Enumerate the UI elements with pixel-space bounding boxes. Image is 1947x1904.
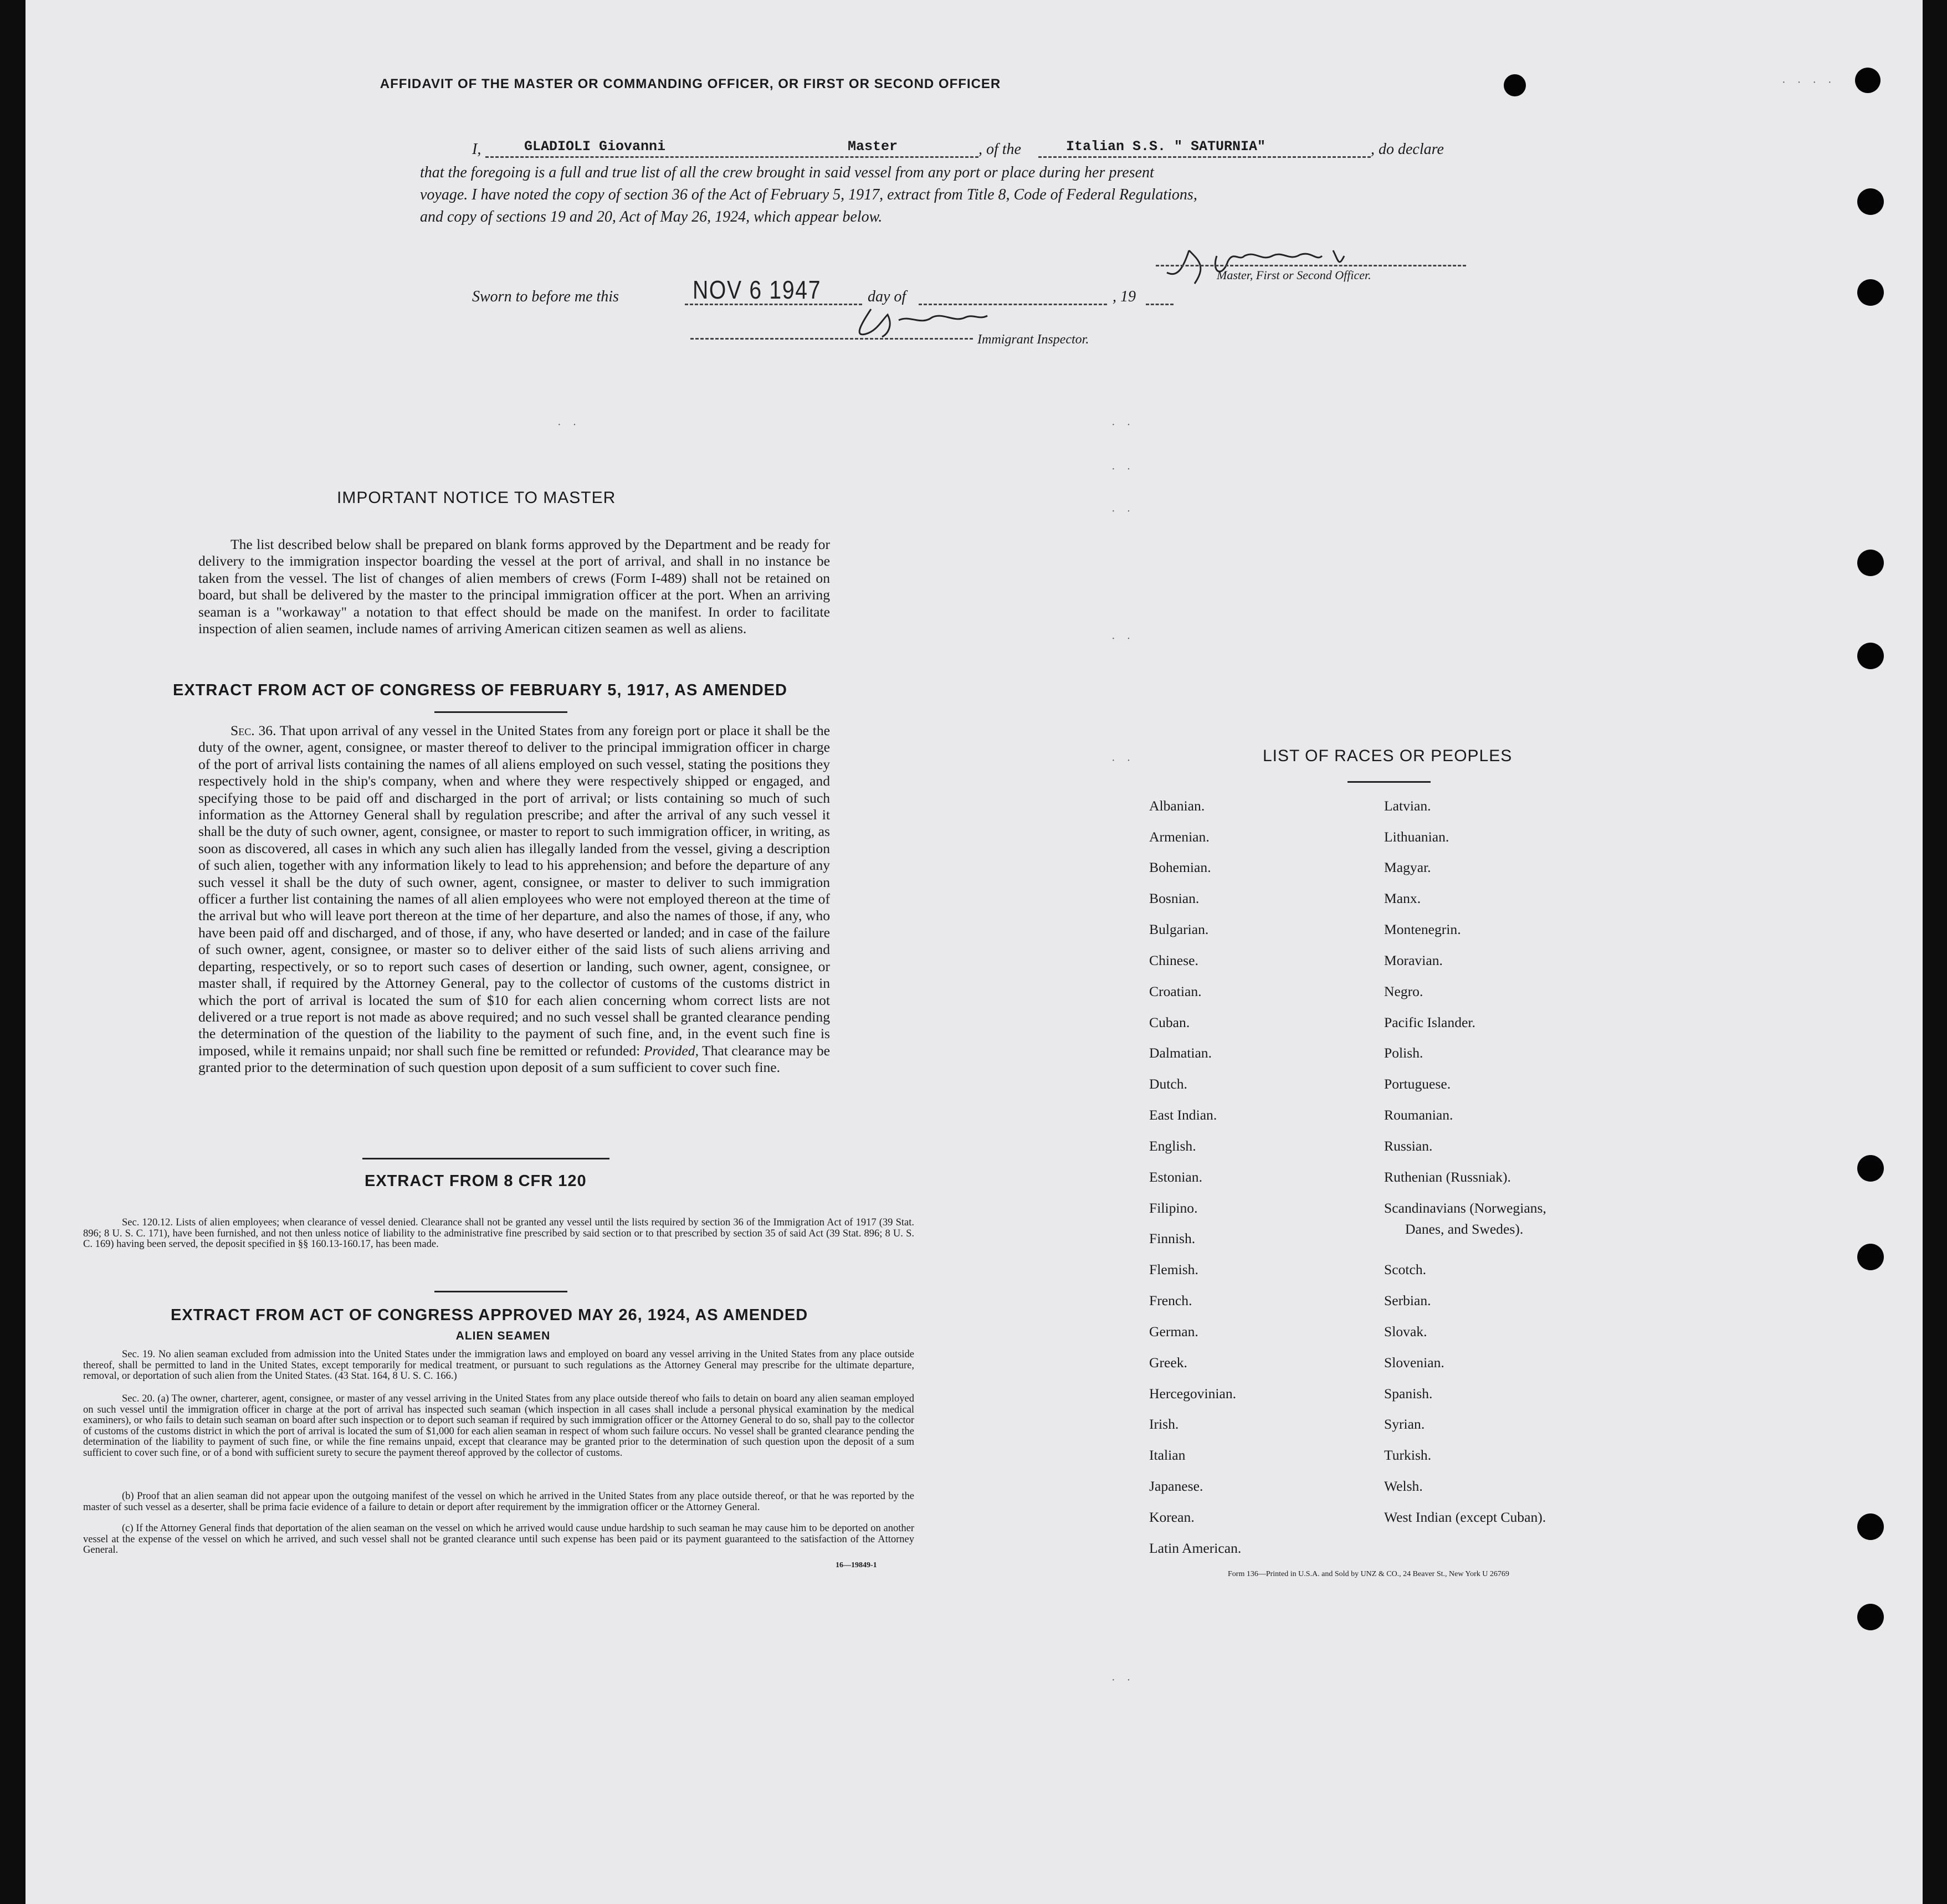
- race-item: Dutch.: [1149, 1076, 1187, 1092]
- print-code: 16—19849-1: [836, 1561, 877, 1569]
- race-item: Croatian.: [1149, 983, 1202, 999]
- race-item: Chinese.: [1149, 952, 1198, 968]
- race-item: Russian.: [1384, 1138, 1433, 1154]
- divider: [362, 1158, 609, 1159]
- punch-hole: [1857, 1604, 1884, 1630]
- notice-body: The list described below shall be prepared on blank forms approved by the Department and be ready for delivery to the immigration inspector boarding the vessel at the port of arrival, and shall in no instance be taken from the vessel. The list of changes of alien members of crews (Form I-489) shall not be retained on board, but shall be delivered by the master to the principal immigration officer at the port. When an arriving seaman is a "workaway" a notation to that effect should be made on the manifest. In order to facilitate inspection of alien seamen, include names of arriving American citizen seamen as well as aliens.: [198, 536, 830, 637]
- race-item: Moravian.: [1384, 952, 1443, 968]
- race-item: Greek.: [1149, 1354, 1187, 1371]
- master-rank: Master: [848, 138, 898, 155]
- extract-1917-title: EXTRACT FROM ACT OF CONGRESS OF FEBRUARY 5, 1917, AS AMENDED: [173, 681, 787, 699]
- race-item: Ruthenian (Russniak).: [1384, 1169, 1511, 1185]
- officer-caption: Master, First or Second Officer.: [1217, 268, 1371, 282]
- race-item: Roumanian.: [1384, 1107, 1453, 1123]
- vessel-line: [1038, 156, 1371, 158]
- affidavit-title: AFFIDAVIT OF THE MASTER OR COMMANDING OFFICER, OR FIRST OR SECOND OFFICER: [380, 76, 1001, 91]
- divider: [434, 711, 567, 713]
- race-item: Lithuanian.: [1384, 829, 1449, 845]
- affidavit-line-3: voyage. I have noted the copy of section 36 of the Act of February 5, 1917, extract from Title 8, Code of Federal Regulations,: [420, 186, 1197, 203]
- race-item: Bulgarian.: [1149, 921, 1209, 937]
- stray-marks: · ·: [1111, 419, 1135, 431]
- race-item: Finnish.: [1149, 1230, 1196, 1246]
- punch-hole: [1857, 1155, 1884, 1182]
- section-36-end: That clearance may be granted prior to the determination of such question upon deposit of a sum sufficient to cover such fine.: [198, 1042, 831, 1076]
- section-36-text: That upon arrival of any vessel in the United States from any foreign port or place it shall be the duty of the owner, agent, consignee, or master thereof to deliver to the principal immigration officer in charge of the port of arrival lists containing the names of all aliens employed on such vessel, stating the positions they respectively hold in the ship's company, when and where they were respectively shipped or engaged, and specifying those to be paid off and discharged in the port of arrival; or lists containing so much of such information as the Attorney General shall by regulation prescribe; and after the arrival of any such vessel it shall be the duty of such owner, agent, consignee, or master to report to such immigration officer, in writing, as soon as discovered, all cases in which any such alien has illegally landed from the vessel, giving a description of such alien, together with any information likely to lead to his apprehension; and before the departure of any such vessel it shall be the duty of such owner, agent, consignee, or master to deliver to such immigration officer a further list containing the names of all alien employees who were not employed thereon at the time of the arrival but who will leave port thereon at the time of her departure, and also the names of those, if any, who have been paid off and discharged, and of those, if any, who have deserted or landed; and in case of the failure of such owner, agent, consignee, or master so to deliver either of the said lists of such aliens arriving and departing, respectively, or so to report such cases of desertion or landing, such owner, agent, consignee, or master shall, if required by the Attorney General, pay to the collector of customs of the customs district in which the port of arrival is located the sum of $10 for each alien concerning whom correct lists are not delivered or a true report is not made as above required; and no such vessel shall be granted clearance pending the determination of the question of the liability to the payment of such fine, and, in the event such fine is imposed, while it remains unpaid; nor shall such fine be remitted or refunded:: [198, 722, 830, 1059]
- race-item: Pacific Islander.: [1384, 1014, 1475, 1030]
- divider: [434, 1291, 567, 1292]
- race-item: Portuguese.: [1384, 1076, 1451, 1092]
- race-item: Bosnian.: [1149, 890, 1200, 906]
- stray-marks: · ·: [557, 419, 581, 431]
- race-item: Scotch.: [1384, 1261, 1427, 1277]
- race-item: East Indian.: [1149, 1107, 1217, 1123]
- name-line: [485, 156, 978, 158]
- race-item: Scandinavians (Norwegians,: [1384, 1200, 1546, 1216]
- section-20c: (c) If the Attorney General finds that deportation of the alien seaman on the vessel on which he arrived would cause undue hardship to such seaman he may cause him to be deported on another vessel at the expense of the vessel on which he arrived, and such vessel shall not be granted clearance until such expense has been paid or its payment guaranteed to the satisfaction of the Attorney General.: [83, 1523, 914, 1556]
- race-item: Latvian.: [1384, 798, 1431, 814]
- race-item: Syrian.: [1384, 1416, 1425, 1432]
- sworn-label: Sworn to before me this: [472, 288, 619, 305]
- race-item: Flemish.: [1149, 1261, 1198, 1277]
- document-page: [25, 0, 1923, 1904]
- year-line: [1146, 304, 1174, 305]
- inspector-caption: Immigrant Inspector.: [977, 332, 1089, 347]
- punch-hole: [1855, 68, 1881, 93]
- stray-marks: · ·: [1111, 1674, 1135, 1686]
- form-footer: Form 136—Printed in U.S.A. and Sold by UNZ & CO., 24 Beaver St., New York U 26769: [1228, 1570, 1509, 1578]
- race-item: German.: [1149, 1323, 1198, 1340]
- race-item: Cuban.: [1149, 1014, 1190, 1030]
- date-line: [685, 304, 862, 305]
- race-item: Irish.: [1149, 1416, 1179, 1432]
- stray-marks: · · · ·: [1782, 76, 1836, 89]
- section-20b: (b) Proof that an alien seaman did not appear upon the outgoing manifest of the vessel on which he arrived in the United States from any place outside thereof, or that he was reported by the master of such vessel as a deserter, shall be prima facie evidence of a failure to detain or deport after requirement by the immigration officer or the Attorney General.: [83, 1491, 914, 1513]
- extract-cfr-title: EXTRACT FROM 8 CFR 120: [365, 1172, 587, 1190]
- vessel-name: Italian S.S. " SATURNIA": [1066, 138, 1266, 155]
- extract-cfr-body: Sec. 120.12. Lists of alien employees; when clearance of vessel denied. Clearance shall not be granted any vessel until the lists required by section 36 of the Immigration Act of 1917 (39 Stat. 896; 8 U. S. C. 171), have been furnished, and not then unless notice of liability to the administrative fine prescribed by said section or to that prescribed by section 35 of said Act (39 Stat. 896; 8 U. S. C. 169) having been served, the deposit specified in §§ 160.13-160.17, has been made.: [83, 1217, 914, 1250]
- race-item: Negro.: [1384, 983, 1423, 999]
- day-of-label: day of: [868, 288, 906, 305]
- extract-1924-subtitle: ALIEN SEAMEN: [455, 1330, 551, 1342]
- stray-marks: · ·: [1111, 463, 1135, 475]
- race-item: West Indian (except Cuban).: [1384, 1509, 1546, 1525]
- race-item: Welsh.: [1384, 1478, 1423, 1494]
- punch-hole: [1857, 1244, 1884, 1270]
- punch-hole: [1857, 279, 1884, 306]
- race-item: Turkish.: [1384, 1447, 1432, 1463]
- affidavit-i: I,: [472, 141, 481, 158]
- divider: [1347, 781, 1431, 783]
- race-item: Manx.: [1384, 890, 1421, 906]
- race-item: Korean.: [1149, 1509, 1195, 1525]
- races-title: LIST OF RACES OR PEOPLES: [1263, 747, 1513, 765]
- race-item: Armenian.: [1149, 829, 1210, 845]
- race-item: Magyar.: [1384, 859, 1431, 875]
- extract-1917-body: [198, 722, 830, 1076]
- race-item: Serbian.: [1384, 1292, 1431, 1308]
- section-20a: Sec. 20. (a) The owner, charterer, agent, consignee, or master of any vessel arriving in the United States from any place outside thereof who fails to detain on board any alien seaman employed on such vessel until the immigration officer in charge at the port of arrival has inspected such seaman (which inspection in all cases shall include a personal physical examination by the medical examiners), or who fails to detain such seaman on board after such inspection or to deport such seaman if required by such immigration officer or the Attorney General to do so, shall pay to the collector of customs of the customs district in which the port of arrival is located the sum of $1,000 for each alien seaman in respect of whom such failure occurs. No vessel shall be granted clearance pending the determination of the liability to payment of such fine, or while the fine remains unpaid, except that clearance may be granted prior to the determination of such question upon the deposit of a sum sufficient to cover such fine, or of a bond with sufficient surety to secure the payment thereof approved by the collector of customs.: [83, 1393, 914, 1459]
- punch-hole: [1857, 550, 1884, 576]
- punch-hole: [1857, 1513, 1884, 1540]
- race-item: English.: [1149, 1138, 1196, 1154]
- race-item: Slovak.: [1384, 1323, 1427, 1340]
- race-item: Estonian.: [1149, 1169, 1202, 1185]
- race-item: Japanese.: [1149, 1478, 1203, 1494]
- affidavit-line-4: and copy of sections 19 and 20, Act of May 26, 1924, which appear below.: [420, 208, 883, 225]
- race-item: Italian: [1149, 1447, 1186, 1463]
- punch-hole: [1504, 74, 1526, 96]
- race-item: French.: [1149, 1292, 1192, 1308]
- race-item: Spanish.: [1384, 1385, 1433, 1402]
- race-item: Dalmatian.: [1149, 1045, 1212, 1061]
- affidavit-line-2: that the foregoing is a full and true list of all the crew brought in said vessel from any port or place during her present: [420, 164, 1154, 181]
- notice-title: IMPORTANT NOTICE TO MASTER: [337, 489, 616, 507]
- section-label: Sec. 36.: [230, 722, 276, 738]
- master-signature-line: [1156, 265, 1466, 266]
- race-item: Polish.: [1384, 1045, 1423, 1061]
- do-declare-label: , do declare: [1371, 141, 1444, 158]
- extract-1924-title: EXTRACT FROM ACT OF CONGRESS APPROVED MAY 26, 1924, AS AMENDED: [171, 1306, 808, 1324]
- race-item: Latin American.: [1149, 1540, 1242, 1556]
- stray-marks: · ·: [1111, 633, 1135, 645]
- year-label: , 19: [1113, 288, 1136, 305]
- section-19: Sec. 19. No alien seaman excluded from admission into the United States under the immigration laws and employed on board any vessel arriving in the United States from any place outside thereof, shall be permitted to land in the United States, except temporarily for medical treatment, or pursuant to such regulations as the Attorney General may prescribe for the ultimate departure, removal, or deportation of such alien from the United States. (43 Stat. 164, 8 U. S. C. 166.): [83, 1349, 914, 1382]
- master-signature: [1156, 239, 1433, 295]
- punch-hole: [1857, 643, 1884, 669]
- race-item: Bohemian.: [1149, 859, 1211, 875]
- master-name: GLADIOLI Giovanni: [524, 138, 666, 155]
- date-stamp: NOV 6 1947: [693, 275, 822, 304]
- inspector-line: [690, 338, 973, 340]
- race-item: Montenegrin.: [1384, 921, 1461, 937]
- race-item: Filipino.: [1149, 1200, 1198, 1216]
- punch-hole: [1857, 188, 1884, 215]
- race-item: Danes, and Swedes).: [1405, 1221, 1524, 1237]
- stray-marks: · ·: [1111, 505, 1135, 517]
- provided-label: Provided,: [643, 1042, 699, 1059]
- race-item: Hercegovinian.: [1149, 1385, 1237, 1402]
- race-item: Slovenian.: [1384, 1354, 1444, 1371]
- of-the-label: , of the: [978, 141, 1021, 158]
- stray-marks: · ·: [1111, 755, 1135, 767]
- race-item: Albanian.: [1149, 798, 1205, 814]
